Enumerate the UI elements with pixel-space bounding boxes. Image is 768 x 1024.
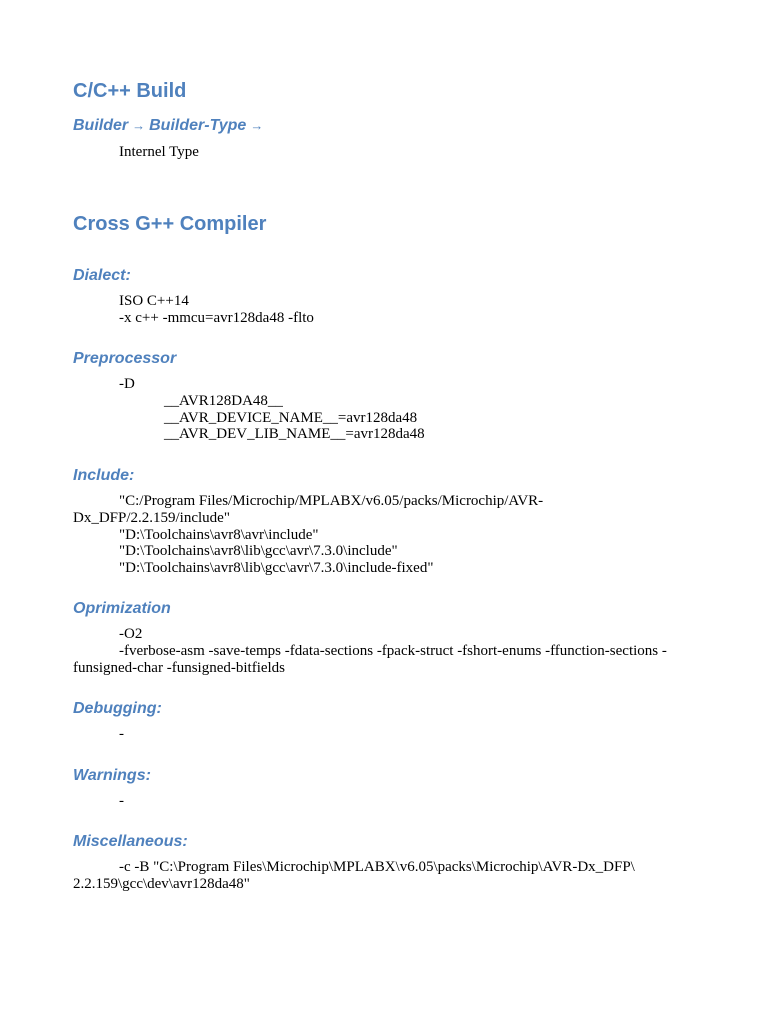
section-title-cross-gpp-compiler: Cross G++ Compiler xyxy=(73,213,267,235)
optimization-flags: -fverbose-asm -save-temps -fdata-sections -fpack-struct -fshort-enums -ffunction-sections -funsigned-char -funsigned-bitfields xyxy=(73,642,667,676)
arrow-right-icon: → xyxy=(132,118,146,133)
debugging-block xyxy=(73,726,693,743)
builder-type-value: Internel Type xyxy=(119,144,199,160)
dialect-line: -x c++ -mmcu=avr128da48 -flto xyxy=(119,309,314,326)
include-path: "D:\Toolchains\avr8\lib\gcc\avr\7.3.0\include-fixed" xyxy=(119,560,434,577)
subsection-title-debugging: Debugging: xyxy=(73,700,162,717)
arrow-right-icon: → xyxy=(250,118,264,133)
preprocessor-define: __AVR_DEVICE_NAME__=avr128da48 xyxy=(164,409,418,426)
subsection-title-optimization: Oprimization xyxy=(73,600,171,617)
preprocessor-define: __AVR128DA48__ xyxy=(164,392,283,409)
breadcrumb-item-builder-type: Builder-Type xyxy=(149,117,247,134)
include-path: "D:\Toolchains\avr8\lib\gcc\avr\7.3.0\include" xyxy=(119,543,398,560)
subsection-title-miscellaneous: Miscellaneous: xyxy=(73,833,188,850)
optimization-level: -O2 xyxy=(119,626,143,642)
include-block xyxy=(73,493,633,577)
subsection-title-include: Include: xyxy=(73,467,135,484)
dialect-block xyxy=(73,293,693,327)
dialect-line: ISO C++14 xyxy=(119,293,189,309)
subsection-title-warnings: Warnings: xyxy=(73,767,151,784)
warnings-block xyxy=(73,793,693,810)
miscellaneous-block xyxy=(73,859,663,893)
preprocessor-flag: -D xyxy=(119,376,135,392)
debugging-value: - xyxy=(119,726,124,742)
builder-breadcrumb xyxy=(73,117,267,135)
subsection-title-preprocessor: Preprocessor xyxy=(73,350,177,367)
breadcrumb-item-builder: Builder xyxy=(73,117,129,134)
miscellaneous-value: -c -B "C:\Program Files\Microchip\MPLABX\v6.05\packs\Microchip\AVR-Dx_DFP\ 2.2.159\gcc\dev\avr128da48" xyxy=(73,859,635,892)
section-title-cpp-build: C/C++ Build xyxy=(73,80,187,102)
subsection-title-dialect: Dialect: xyxy=(73,267,131,284)
include-path: "C:/Program Files/Microchip/MPLABX/v6.05/packs/Microchip/AVR-Dx_DFP/2.2.159/include" xyxy=(73,493,544,526)
preprocessor-block xyxy=(73,376,693,443)
preprocessor-define: __AVR_DEV_LIB_NAME__=avr128da48 xyxy=(164,426,425,443)
builder-type-block xyxy=(73,144,693,161)
optimization-block xyxy=(73,626,693,676)
warnings-value: - xyxy=(119,793,124,809)
include-path: "D:\Toolchains\avr8\avr\include" xyxy=(119,526,319,543)
